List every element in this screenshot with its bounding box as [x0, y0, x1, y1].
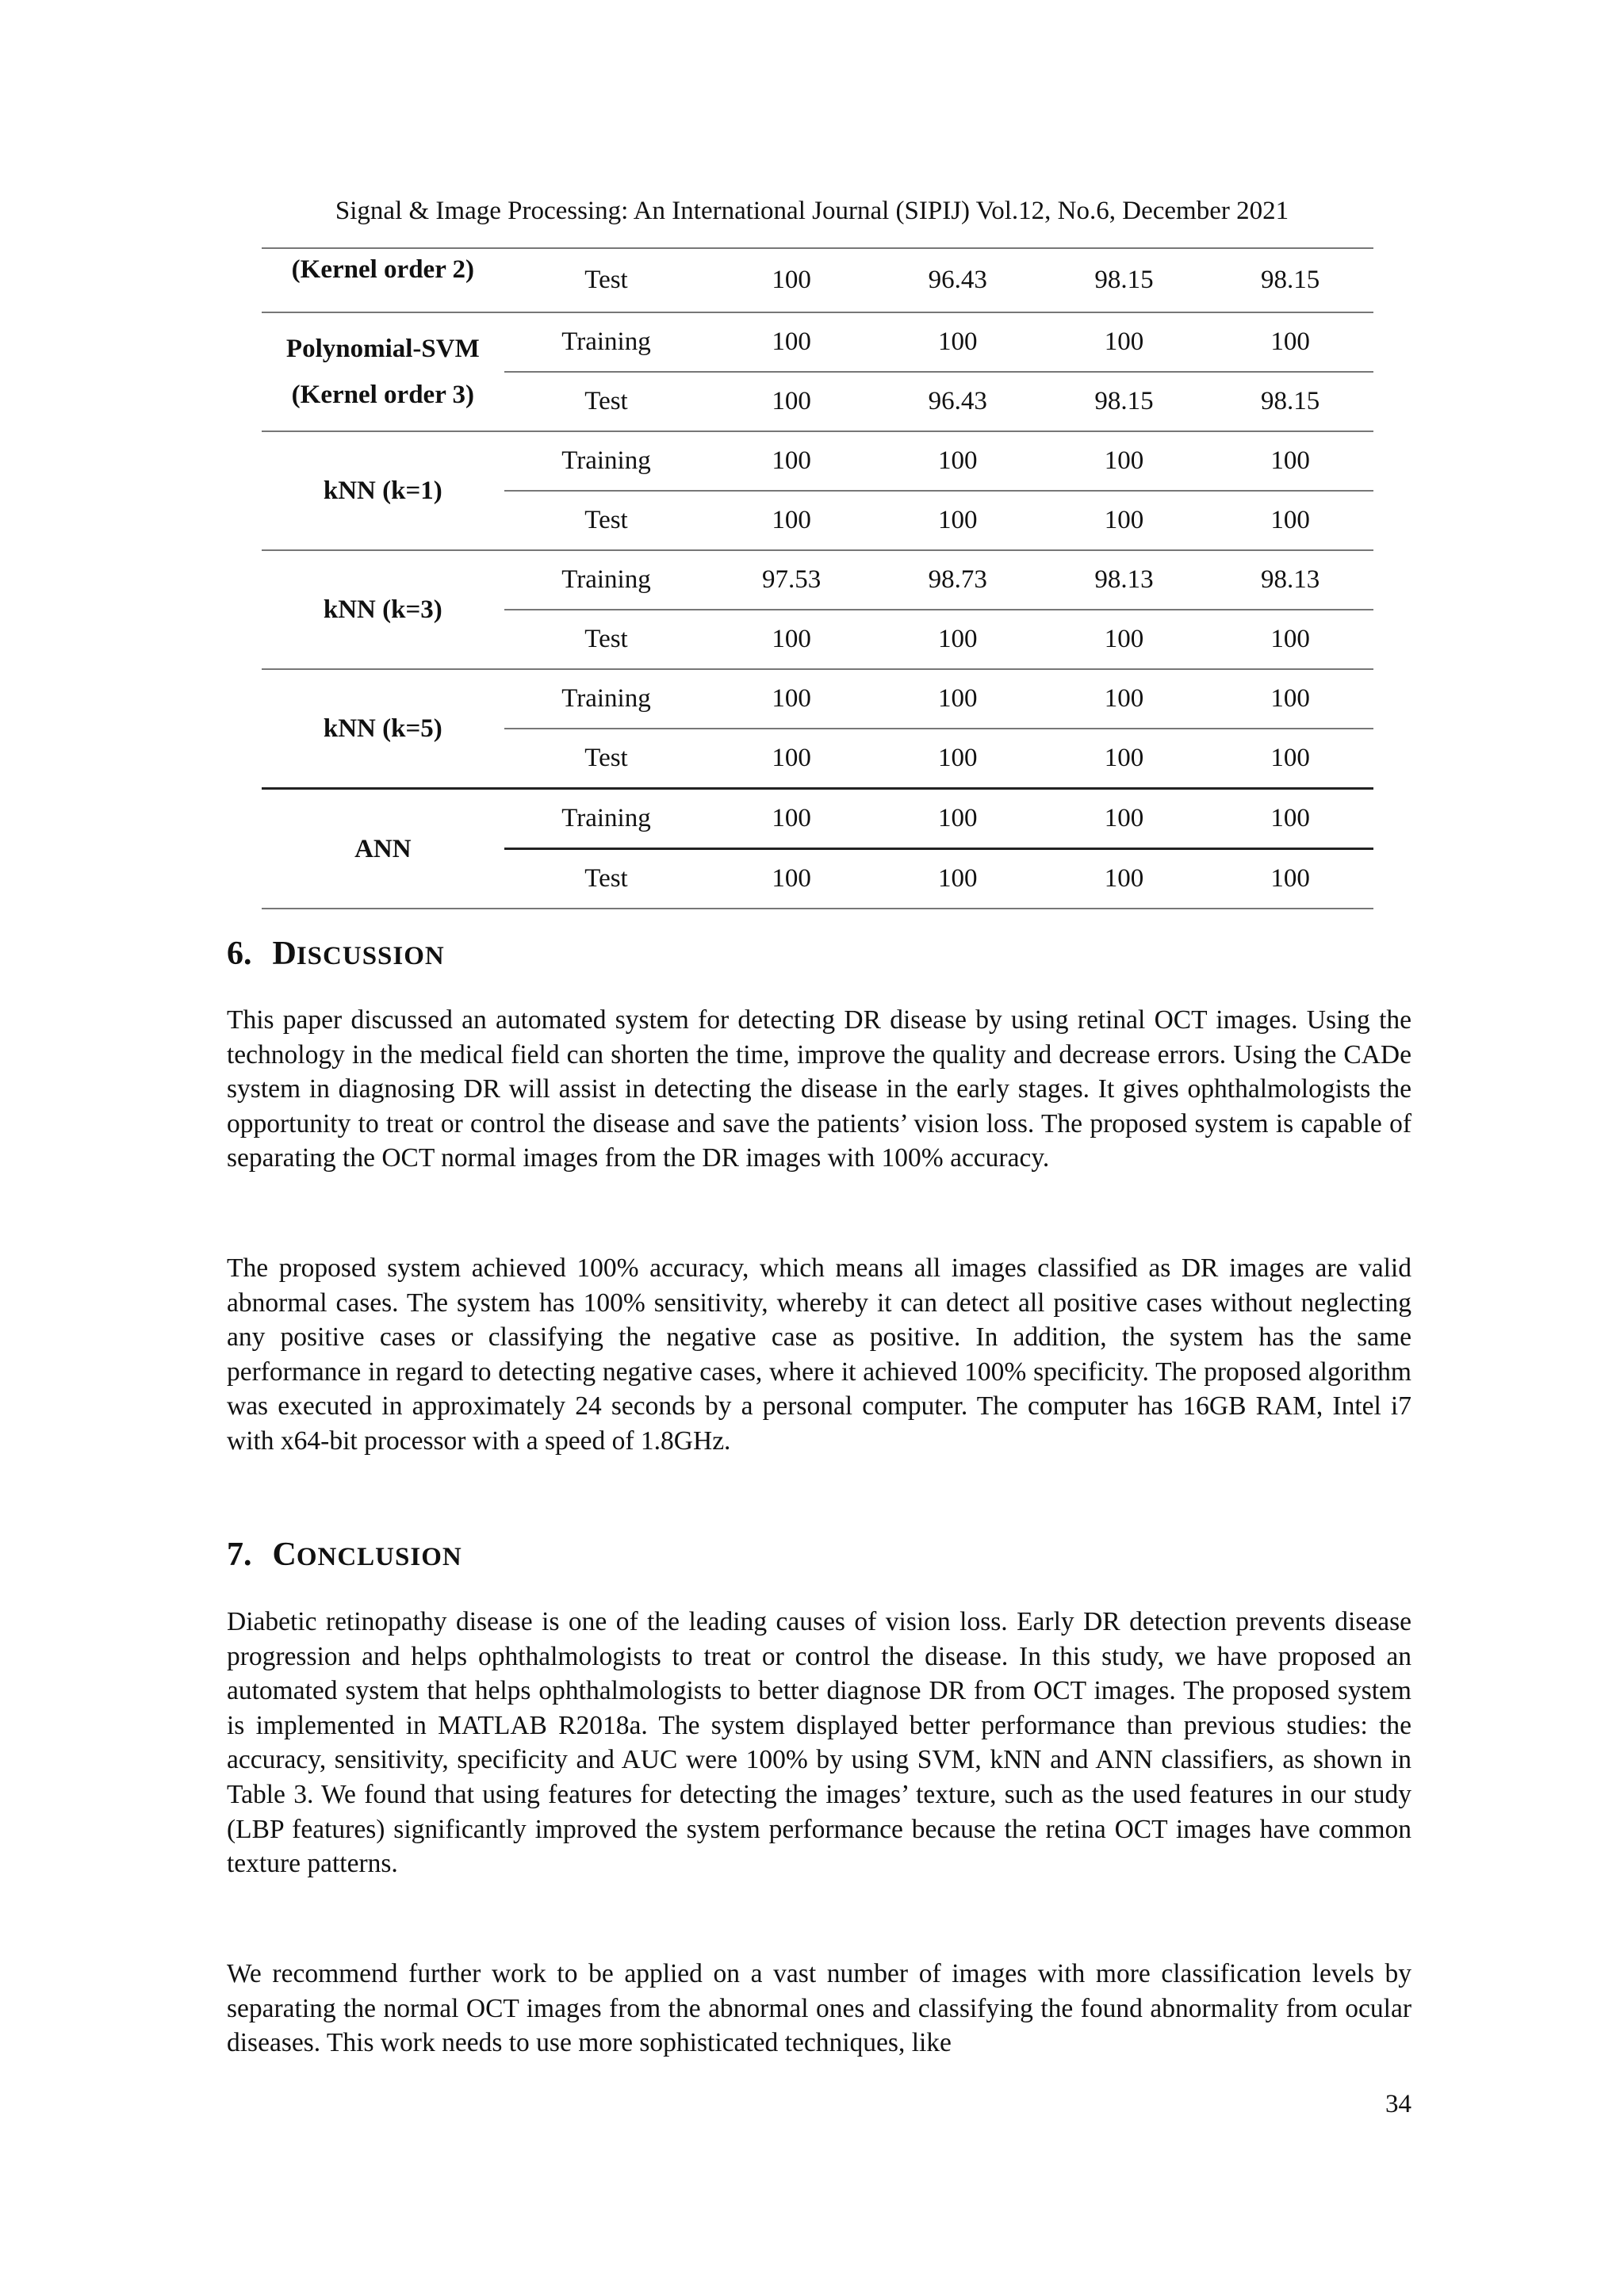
table-row — [262, 431, 1373, 491]
model-cell: ANN — [262, 789, 504, 909]
model-cell: kNN (k=1) — [262, 431, 504, 550]
value-cell: 96.43 — [875, 372, 1041, 431]
value-cell: 98.15 — [1041, 372, 1208, 431]
value-cell: 100 — [1041, 669, 1208, 729]
split-cell: Training — [504, 431, 709, 491]
value-cell: 100 — [875, 312, 1041, 372]
value-cell: 98.13 — [1207, 550, 1373, 610]
model-cell: kNN (k=5) — [262, 669, 504, 789]
value-cell: 100 — [1207, 789, 1373, 849]
model-cell: (Kernel order 2) — [262, 248, 504, 312]
value-cell: 100 — [708, 669, 875, 729]
value-cell: 100 — [875, 789, 1041, 849]
value-cell: 98.13 — [1041, 550, 1208, 610]
value-cell: 98.15 — [1041, 248, 1208, 312]
discussion-paragraph-1: This paper discussed an automated system for detecting DR disease by using retinal OCT images. Using the technology in the medical field can shorten the time, improve the quality and decrease errors. Using the CADe system in diagnosing DR will assist in detecting the disease in the early stages. It gives ophthalmologists the opportunity to treat or control the disease and save the patients’ vision loss. The proposed system is capable of separating the OCT normal images from the DR images with 100% accuracy. — [227, 1005, 1411, 1173]
value-cell: 100 — [1041, 610, 1208, 669]
table-row — [262, 312, 1373, 372]
value-cell: 100 — [875, 849, 1041, 909]
value-cell: 100 — [1207, 729, 1373, 789]
value-cell: 100 — [1207, 312, 1373, 372]
split-cell: Training — [504, 789, 709, 849]
section-title-rest: ISCUSSION — [296, 942, 445, 970]
value-cell: 100 — [708, 491, 875, 550]
value-cell: 98.15 — [1207, 248, 1373, 312]
value-cell: 100 — [1207, 491, 1373, 550]
discussion-paragraph-2: The proposed system achieved 100% accuracy, which means all images classified as DR images are valid abnormal cases. The system has 100% sensitivity, whereby it can detect all positive cases without neglecting any positive cases or classifying the negative case as positive. In addition, the system has the same performance in regard to detecting negative cases, where it achieved 100% specificity. The proposed algorithm was executed in approximately 24 seconds by a personal computer. The computer has 16GB RAM, Intel i7 with x64-bit processor with a speed of 1.8GHz. — [227, 1253, 1411, 1456]
table-row — [262, 669, 1373, 729]
split-cell: Training — [504, 312, 709, 372]
value-cell: 100 — [708, 729, 875, 789]
page-number: 34 — [1385, 2090, 1411, 2118]
discussion-heading — [227, 934, 445, 976]
value-cell: 98.15 — [1207, 372, 1373, 431]
conclusion-paragraph-2: We recommend further work to be applied on a vast number of images with more classification levels by separating the normal OCT images from the abnormal ones and classifying the found abnormality from ocular diseases. This work needs to use more sophisticated techniques, like — [227, 1959, 1411, 2058]
split-cell: Test — [504, 610, 709, 669]
split-cell: Test — [504, 248, 709, 312]
section-number: 6. — [227, 936, 252, 972]
value-cell: 100 — [708, 312, 875, 372]
value-cell: 97.53 — [708, 550, 875, 610]
value-cell: 100 — [1207, 610, 1373, 669]
section-title-initial: C — [272, 1536, 297, 1573]
section-title-initial: D — [272, 936, 297, 972]
model-cell: Polynomial-SVM (Kernel order 3) — [262, 312, 504, 431]
value-cell: 98.73 — [875, 550, 1041, 610]
table-row — [262, 789, 1373, 849]
section-title-rest: ONCLUSION — [296, 1543, 462, 1571]
value-cell: 100 — [708, 248, 875, 312]
value-cell: 100 — [708, 849, 875, 909]
value-cell: 100 — [1041, 789, 1208, 849]
value-cell: 100 — [875, 729, 1041, 789]
conclusion-heading — [227, 1535, 462, 1577]
value-cell: 100 — [1207, 669, 1373, 729]
value-cell: 100 — [708, 431, 875, 491]
value-cell: 100 — [1041, 431, 1208, 491]
value-cell: 100 — [708, 372, 875, 431]
value-cell: 100 — [875, 491, 1041, 550]
split-cell: Training — [504, 669, 709, 729]
value-cell: 100 — [1041, 312, 1208, 372]
running-header: Signal & Image Processing: An International Journal (SIPIJ) Vol.12, No.6, December 2021 — [335, 197, 1289, 225]
value-cell: 100 — [875, 431, 1041, 491]
table-row — [262, 248, 1373, 312]
conclusion-paragraph-1: Diabetic retinopathy disease is one of the leading causes of vision loss. Early DR detection prevents disease progression and helps ophthalmologists to treat or control the disease. In this study, we have proposed an automated system that helps ophthalmologists to better diagnose DR from OCT images. The proposed system is implemented in MATLAB R2018a. The system displayed better performance than previous studies: the accuracy, sensitivity, specificity and AUC were 100% by using SVM, kNN and ANN classifiers, as shown in Table 3. We found that using features for detecting the images’ texture, such as the used features in our study (LBP features) significantly improved the system performance because the retina OCT images have common texture patterns. — [227, 1607, 1411, 1879]
value-cell: 96.43 — [875, 248, 1041, 312]
value-cell: 100 — [875, 610, 1041, 669]
value-cell: 100 — [1041, 491, 1208, 550]
value-cell: 100 — [708, 610, 875, 669]
results-table — [262, 247, 1373, 909]
value-cell: 100 — [1041, 849, 1208, 909]
value-cell: 100 — [1207, 431, 1373, 491]
split-cell: Test — [504, 849, 709, 909]
split-cell: Test — [504, 372, 709, 431]
value-cell: 100 — [1207, 849, 1373, 909]
model-cell: kNN (k=3) — [262, 550, 504, 669]
split-cell: Test — [504, 729, 709, 789]
section-number: 7. — [227, 1536, 252, 1573]
value-cell: 100 — [708, 789, 875, 849]
table-row — [262, 550, 1373, 610]
split-cell: Test — [504, 491, 709, 550]
value-cell: 100 — [1041, 729, 1208, 789]
value-cell: 100 — [875, 669, 1041, 729]
split-cell: Training — [504, 550, 709, 610]
